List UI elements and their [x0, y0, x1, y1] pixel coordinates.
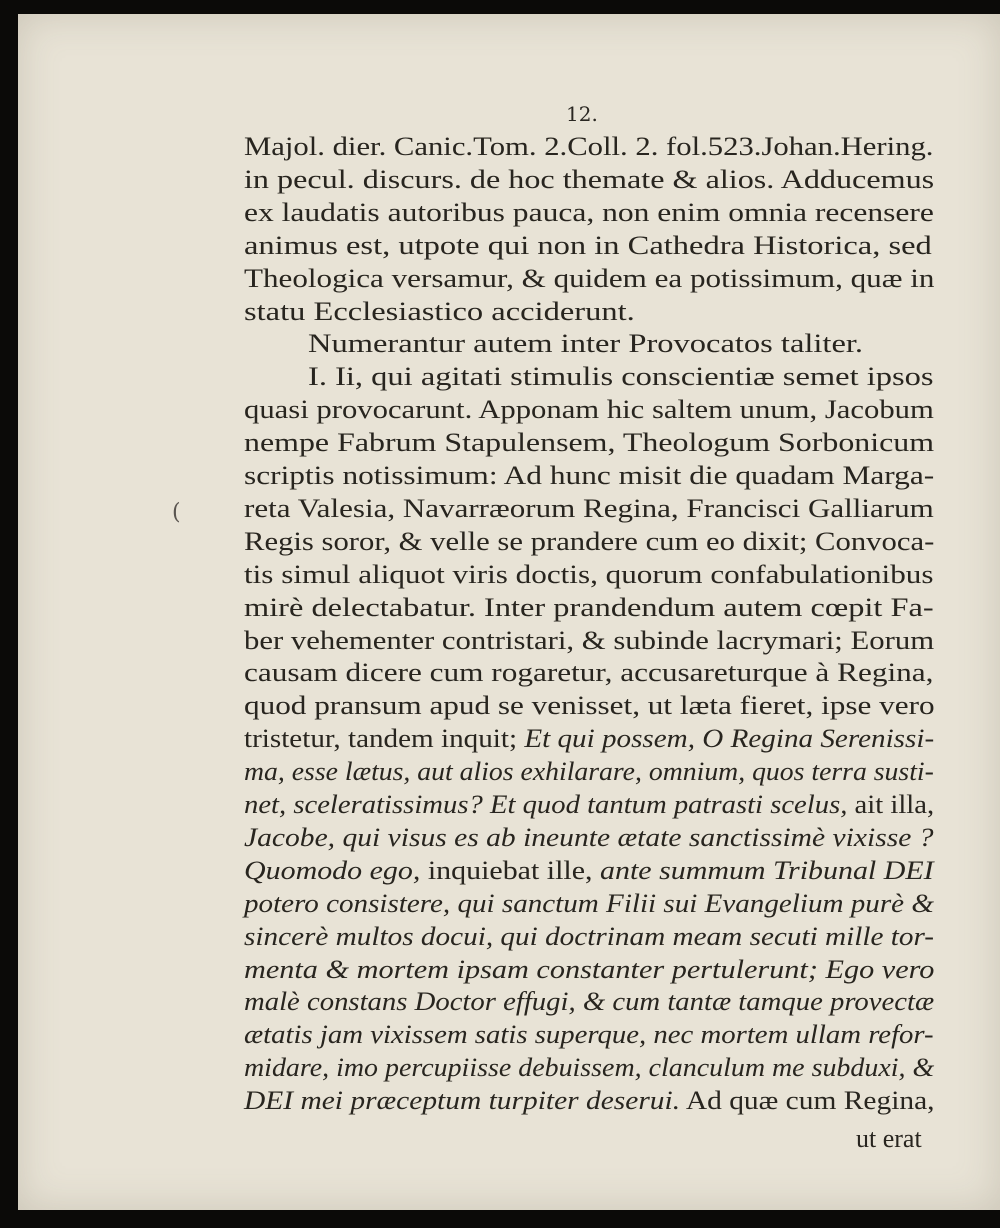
roman-text: ex laudatis autoribus pauca, non enim omnia recensere	[244, 197, 934, 227]
text-line	[244, 1020, 934, 1050]
italic-text: Et qui possem, O Regina Serenissi-	[524, 724, 935, 754]
italic-text: ætatis jam vixissem satis superque, nec mortem ullam refor-	[244, 1020, 934, 1050]
text-line	[244, 856, 934, 886]
italic-text: ma, esse lætus, aut alios exhilarare, omnium, quos terra susti-	[244, 757, 934, 787]
text-line	[244, 231, 932, 261]
roman-text: nempe Fabrum Stapulensem, Theologum Sorbonicum	[244, 428, 935, 458]
text-line	[244, 527, 934, 557]
roman-text: Theologica versamur, & quidem ea potissimum, quæ in	[244, 263, 935, 293]
roman-text: Numerantur autem inter Provocatos taliter.	[308, 329, 864, 359]
roman-text: I. Ii, qui agitati stimulis conscientiæ semet ipsos	[308, 362, 934, 392]
roman-text: inquiebat ille,	[420, 855, 601, 885]
text-line	[244, 165, 934, 195]
roman-text: ait illa,	[847, 790, 935, 819]
text-line	[244, 461, 934, 491]
roman-text: Ad quæ cum Regina,	[680, 1086, 935, 1116]
italic-text: Jacobe, qui visus es ab ineunte ætate sanctissimè vixisse ?	[244, 822, 934, 852]
italic-text: ante summum Tribunal DEI	[600, 855, 934, 885]
text-line	[244, 889, 934, 919]
text-line	[244, 691, 935, 721]
text-line	[244, 428, 934, 458]
catchword: ut erat	[856, 1124, 922, 1153]
text-line	[244, 823, 933, 853]
text-line	[308, 362, 934, 392]
italic-text: menta & mortem ipsam constanter pertulerunt; Ego vero	[244, 954, 935, 984]
italic-text: malè constans Doctor effugi, & cum tantæ tamque provectæ	[244, 987, 935, 1017]
text-line	[244, 987, 934, 1017]
italic-text: potero consistere, qui sanctum Filii sui Evangelium purè &	[244, 888, 934, 918]
text-line	[308, 329, 863, 359]
text-line	[244, 1086, 935, 1116]
roman-text: in pecul. discurs. de hoc themate & alios. Adducemus	[244, 164, 935, 194]
text-line	[244, 626, 934, 656]
italic-text: sincerè multos docui, qui doctrinam meam secuti mille tor-	[244, 921, 934, 951]
roman-text: tis simul aliquot viris doctis, quorum confabulationibus	[244, 559, 934, 589]
text-line	[244, 395, 934, 425]
roman-text: quasi provocarunt. Apponam hic saltem unum, Jacobum	[244, 395, 934, 425]
text-line	[244, 560, 933, 590]
text-line	[244, 922, 934, 952]
italic-text: DEI mei præceptum turpiter deserui.	[244, 1086, 681, 1116]
roman-text: reta Valesia, Navarræorum Regina, Francisci Galliarum	[244, 493, 934, 523]
roman-text: tristetur, tandem inquit;	[244, 724, 525, 754]
roman-text: Regis soror, & velle se prandere cum eo dixit; Convoca-	[244, 526, 935, 556]
roman-text: statu Ecclesiastico acciderunt.	[244, 296, 635, 326]
margin-mark: (	[172, 500, 181, 525]
text-line	[244, 658, 933, 688]
text-line	[244, 264, 934, 294]
text-line	[244, 593, 934, 623]
text-line	[244, 297, 635, 327]
book-page	[18, 14, 1000, 1210]
italic-text: net, sceleratissimus? Et quod tantum patrasti scelus,	[244, 790, 848, 819]
roman-text: animus est, utpote qui non in Cathedra Historica, sed	[244, 230, 932, 260]
text-line	[244, 132, 933, 162]
text-line	[244, 955, 934, 985]
roman-text: quod pransum apud se venisset, ut læta fieret, ipse vero	[244, 691, 935, 721]
roman-text: Majol. dier. Canic.Tom. 2.Coll. 2. fol.523.Johan.Hering.	[244, 132, 934, 161]
roman-text: ber vehementer contristari, & subinde lacrymari; Eorum	[244, 625, 935, 655]
roman-text: mirè delectabatur. Inter prandendum autem cœpit Fa-	[244, 592, 934, 622]
italic-text: midare, imo percupiisse debuissem, clanculum me subduxi, &	[244, 1053, 935, 1083]
italic-text: Quomodo ego,	[244, 855, 421, 885]
text-line	[244, 494, 934, 524]
page-number: 12.	[566, 102, 598, 126]
text-line	[244, 790, 934, 820]
text-line	[244, 1053, 934, 1083]
text-line	[244, 198, 934, 228]
roman-text: scriptis notissimum: Ad hunc misit die quadam Marga-	[244, 461, 935, 490]
text-line	[244, 757, 934, 787]
text-line	[244, 724, 934, 754]
roman-text: causam dicere cum rogaretur, accusareturque à Regina,	[244, 658, 934, 688]
